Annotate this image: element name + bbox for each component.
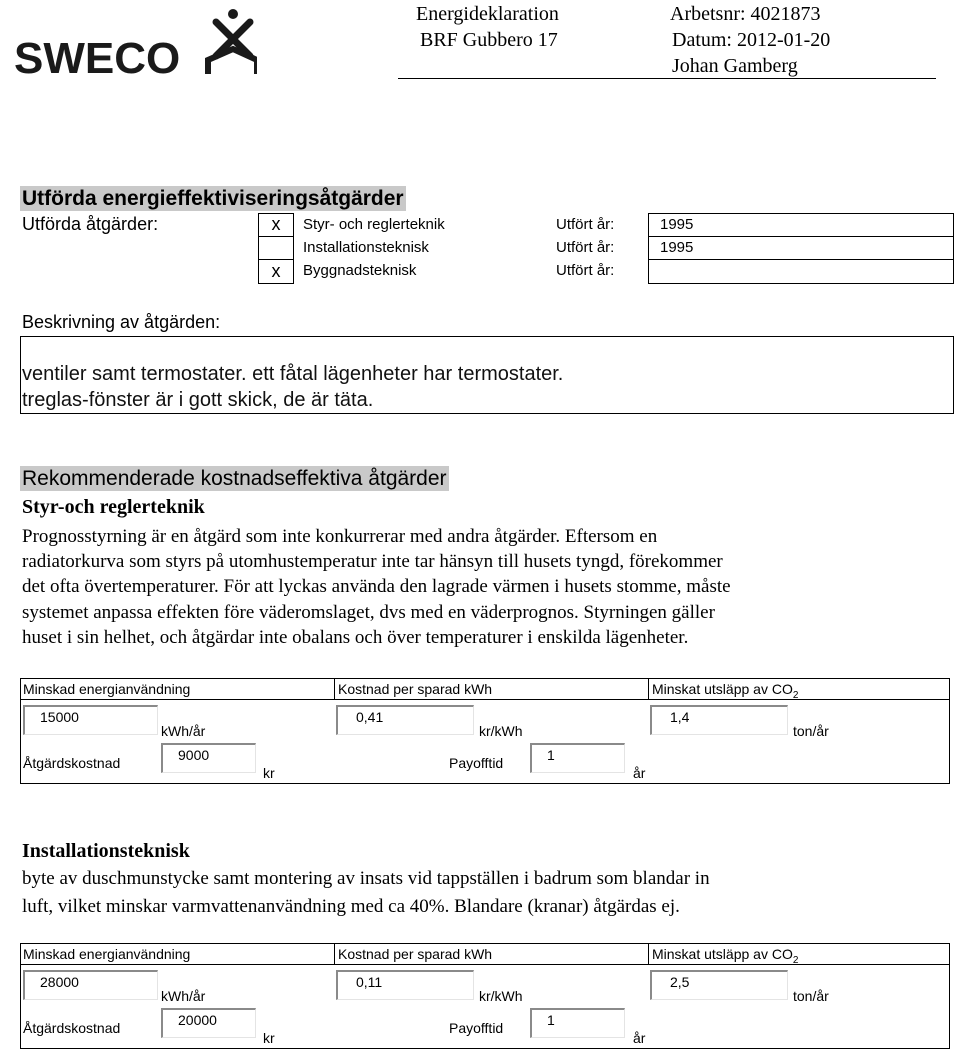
measure-cost-field[interactable]: 20000: [161, 1008, 256, 1038]
energy-saving-header: Minskad energianvändning: [23, 946, 191, 962]
co2-field[interactable]: 2,5: [650, 970, 788, 1000]
year-column: [648, 213, 954, 284]
header-job-number: Arbetsnr: 4021873: [670, 3, 821, 25]
measure-text-line: byte av duschmunstycke samt montering av insats vid tappställen i badrum som blandar in: [22, 868, 710, 889]
header-property: BRF Gubbero 17: [420, 29, 558, 51]
performed-section-title: Utförda energieffektiviseringsåtgärder: [22, 187, 404, 210]
payback-label: Payofftid: [449, 1020, 504, 1036]
panel-header-divider: [334, 679, 335, 699]
year-divider: [648, 236, 954, 237]
co2-header-text: Minskat utsläpp av CO: [652, 681, 793, 697]
co2-header-subscript: 2: [792, 954, 799, 966]
checkbox-installation[interactable]: [258, 237, 294, 259]
cost-per-kwh-header: Kostnad per sparad kWh: [338, 681, 493, 697]
currency-unit: kr: [263, 1030, 275, 1046]
sweco-logo: [12, 4, 257, 79]
panel-header-rule: [21, 964, 949, 965]
year-value-styr[interactable]: 1995: [660, 216, 694, 233]
measure-text-line: huset i sin helhet, och åtgärdar inte obalans och över temperaturer i enskilda lägenheter.: [22, 627, 689, 648]
measure-name-styr: Styr- och reglerteknik: [303, 216, 445, 233]
sweco-logo-mark: [12, 4, 257, 79]
logo-dot: [228, 9, 238, 19]
co2-unit: ton/år: [793, 723, 829, 739]
measure-cost-label: Åtgärdskostnad: [23, 1020, 121, 1036]
cost-per-kwh-field[interactable]: 0,41: [336, 705, 474, 735]
energy-unit: kWh/år: [161, 988, 206, 1004]
energy-saving-header: Minskad energianvändning: [23, 681, 191, 697]
measure-cost-label: Åtgärdskostnad: [23, 755, 121, 771]
currency-unit: kr: [263, 765, 275, 781]
header-title: Energideklaration: [416, 3, 559, 25]
co2-field[interactable]: 1,4: [650, 705, 788, 735]
panel-header-rule: [21, 699, 949, 700]
measure-metrics-panel: [20, 678, 950, 784]
cost-per-kwh-header: Kostnad per sparad kWh: [338, 946, 493, 962]
measure-heading: Styr-och reglerteknik: [22, 496, 205, 518]
co2-unit: ton/år: [793, 988, 829, 1004]
year-label: Utfört år:: [556, 216, 615, 233]
co2-header: [652, 946, 798, 966]
energy-unit: kWh/år: [161, 723, 206, 739]
checkbox-styr[interactable]: x: [271, 214, 281, 234]
years-unit: år: [633, 1030, 646, 1046]
description-label: Beskrivning av åtgärden:: [22, 312, 221, 332]
cost-per-kwh-unit: kr/kWh: [479, 723, 523, 739]
panel-header-divider: [334, 944, 335, 964]
header-date: Datum: 2012-01-20: [672, 29, 831, 51]
payback-field[interactable]: 1: [530, 1008, 625, 1038]
performed-label: Utförda åtgärder:: [22, 214, 159, 234]
co2-header-subscript: 2: [792, 689, 799, 701]
logo-text: SWECO: [14, 34, 181, 79]
energy-saving-field[interactable]: 28000: [23, 970, 158, 1000]
payback-label: Payofftid: [449, 755, 504, 771]
panel-header-divider: [648, 679, 649, 699]
cost-per-kwh-unit: kr/kWh: [479, 988, 523, 1004]
years-unit: år: [633, 765, 646, 781]
measure-text-line: Prognosstyrning är en åtgärd som inte konkurrerar med andra åtgärder. Eftersom en: [22, 526, 658, 547]
measure-name-installation: Installationsteknisk: [303, 239, 429, 256]
measure-metrics-panel: [20, 943, 950, 1049]
measure-name-bygg: Byggnadsteknisk: [303, 262, 417, 279]
year-label: Utfört år:: [556, 239, 615, 256]
description-line: treglas-fönster är i gott skick, de är täta.: [22, 389, 374, 411]
panel-header-divider: [648, 944, 649, 964]
recommended-section-title: Rekommenderade kostnadseffektiva åtgärder: [22, 467, 447, 490]
cost-per-kwh-field[interactable]: 0,11: [336, 970, 474, 1000]
year-divider: [648, 259, 954, 260]
year-value-installation[interactable]: 1995: [660, 239, 694, 256]
header-rule: [398, 78, 936, 79]
measure-cost-field[interactable]: 9000: [161, 743, 256, 773]
description-line: ventiler samt termostater. ett fåtal lägenheter har termostater.: [22, 363, 564, 385]
measure-text-line: luft, vilket minskar varmvattenanvändning med ca 40%. Blandare (kranar) åtgärdas ej.: [22, 896, 680, 917]
measure-text-line: det ofta övertemperaturer. För att lyckas använda den lagrade värmen i husets stomme, måste: [22, 576, 731, 597]
measure-text-line: systemet anpassa effekten före väderomslaget, dvs med en väderprognos. Styrningen gäller: [22, 602, 715, 623]
measure-text-line: radiatorkurva som styrs på utomhustemperatur inte tar hänsyn till husets tyngd, förekommer: [22, 551, 723, 572]
year-label: Utfört år:: [556, 262, 615, 279]
measure-heading: Installationsteknisk: [22, 840, 190, 862]
header-author: Johan Gamberg: [672, 55, 798, 77]
payback-field[interactable]: 1: [530, 743, 625, 773]
energy-saving-field[interactable]: 15000: [23, 705, 158, 735]
co2-header: [652, 681, 798, 701]
checkbox-bygg[interactable]: x: [271, 261, 281, 281]
co2-header-text: Minskat utsläpp av CO: [652, 946, 793, 962]
